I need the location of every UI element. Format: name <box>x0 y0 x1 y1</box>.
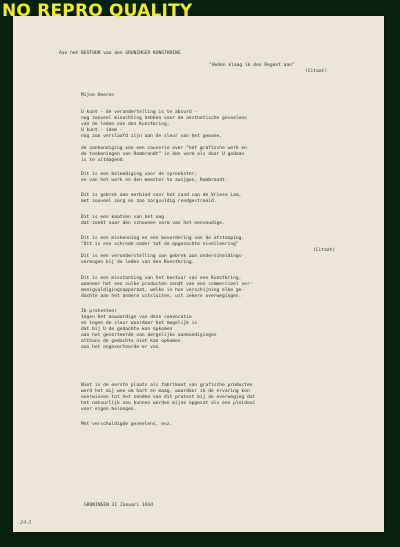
paragraph-line: met zooveel zorg en zoo zorgvuldig rendgestrooid. <box>81 199 217 204</box>
paragraph-line: de aankondiging van een causerie over "het grafische werk en <box>81 146 247 151</box>
paragraph-line: "Dit is een schrede nader tot de opgezochte nivelleering" <box>81 242 239 247</box>
paragraph-line: menigvuldigingsapparaat, welke in hun verschijning elke ge- <box>81 288 245 293</box>
motto-note: (Citaat) <box>305 69 328 74</box>
paragraph-line: overwinnen tot het zenden van dit protest bij de overweging dat <box>81 395 256 400</box>
paragraph-line: de teekeningen van Rembrandt" in den vorm als door U gedaan <box>81 152 245 157</box>
paragraph-line: werd het mij wee om hart en maag, waardoor ik de ervaring kon <box>81 389 250 394</box>
paragraph-line: wanneer het een zulke producten zendt van een commercieel ver- <box>81 282 253 287</box>
paragraph-line: Dit is een miskenning en een bevordering van de afstomping. <box>81 236 245 241</box>
paragraph-line: aan het gesorteerde van dergelijke aankondigingen <box>81 333 217 338</box>
paragraph-line: Dit is een kaatsen van het oog <box>81 215 164 220</box>
paragraph-line: althans de gedachte niet kan opkomen <box>81 339 181 344</box>
paragraph-line: Dit is gebrek aan eerbied voor het zaad van de Vriese Lam, <box>81 193 242 198</box>
paragraph-line: voor eigen belangen. <box>81 407 137 412</box>
paragraph-line: vermogen bij de leden van den Kunstkring. <box>81 260 195 265</box>
address-line: Aan het BESTUUR van den GRONINGER KUNSTKRING <box>59 51 181 56</box>
paragraph-line: van de leden van den Kunstkring, <box>81 122 170 127</box>
paragraph-line: het natuurlijk zou kunnen worden mijne opgevat als een pleidooi <box>81 401 256 406</box>
paragraph-line: tegen het onwaardige van deze convocatie <box>81 315 192 320</box>
paragraph-line: Dit is een beleediging voor de spreekster, <box>81 172 198 177</box>
paragraph-line: en tegen de sleur waardoor het mogelijk is <box>81 321 198 326</box>
paragraph-line: aan het ongesorteerde er van. <box>81 345 162 350</box>
salutation: Mijne Heeren <box>81 93 115 98</box>
paragraph-line: Dit is een misstanting van het bestuur van een Kunstkring, <box>81 276 242 281</box>
paragraph-line: Niet in de eerste plaats als fabrikant van grafische producten <box>81 383 253 388</box>
paragraph-line: dat bij U de gedachte kon opkomen <box>81 327 173 332</box>
motto-line: "Heden klaag ik den Regent aan" <box>209 63 295 68</box>
closing-line: Met verschuldigde geveelens, enz. <box>81 422 173 427</box>
paragraph-line: is te uitdagend. <box>81 158 126 163</box>
quote-note: (Citaat) <box>313 248 336 253</box>
paragraph-line: dachte aan het andere uitsluiten, uit zekere overwegingen. <box>81 294 242 299</box>
place-date: GRONINGEN 31 Januari 1934 <box>84 503 154 508</box>
paragraph-line: dat zoekt naar den schoonen vorm van het eenvoudige. <box>81 221 225 226</box>
paragraph-line: Dit is een veronderstelling van gebrek aan onderscheidings- <box>81 254 245 259</box>
letter-page <box>13 16 384 532</box>
typed-letter <box>13 16 384 508</box>
paragraph-line: U kunt - idem - <box>81 128 123 133</box>
paragraph-line: en van het werk en den meester te zwijgen, Rembrandt. <box>81 178 228 183</box>
pencil-mark: 24-3 <box>20 520 32 526</box>
paragraph-line: Ik protesteer <box>81 309 117 314</box>
paragraph-line: nog zooveel minachting hebben voor de aesthetische geveelens <box>81 116 247 121</box>
paragraph-line: U kunt - de verandertelling is te absurd - <box>81 110 198 115</box>
paragraph-line: nog zoo verslaafd zijn aan de sleur van het gewone, <box>81 134 223 139</box>
no-repro-watermark: NO REPRO QUALITY <box>2 1 193 21</box>
